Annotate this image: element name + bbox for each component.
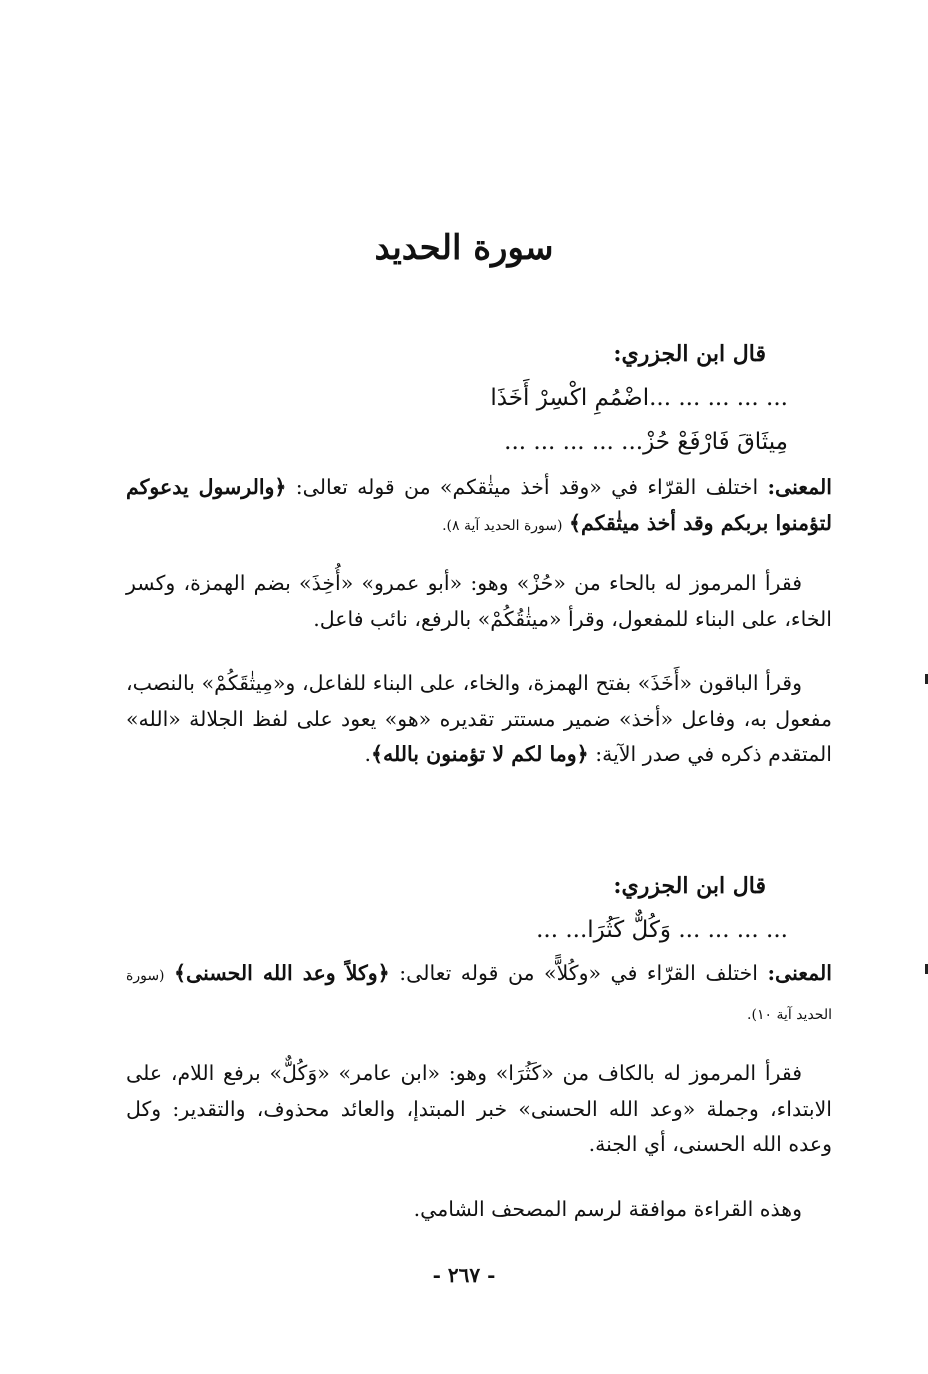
section1-paragraph2-text: وقرأ الباقون «أَخَذَ» بفتح الهمزة، والخاء، على البناء للفاعل، و«مِيثٰقَكُمْ» بالنصب، مفعول به، وفاعل «أخذ» ضمير مستتر تقديره «هو» يعود على لفظ الجلالة «الله» المتقدم ذكره في صدر الآية: <box>126 671 832 766</box>
section2-citation: (سورة الحديد آية ١٠). <box>126 968 832 1023</box>
section2-verse-line: ... ... ... ... وَكُلٌّ كَثُرَا... ... <box>536 917 788 943</box>
section1-heading: قال ابن الجزري: <box>613 341 766 367</box>
section1-verse-line1: ... ... ... ... ...اضْمُمِ اكْسِرْ أَخَذَا <box>490 385 788 411</box>
section1-paragraph2-ayah: ﴿وما لكم لا تؤمنون بالله﴾ <box>371 742 589 766</box>
section1-verse-line2: مِيثَاقَ فَارْفَعْ حُزْ... ... ... ... ... <box>504 429 788 455</box>
section2-paragraph1 <box>126 1056 832 1163</box>
section1-citation: (سورة الحديد آية ٨). <box>442 517 563 534</box>
section1-paragraph2-end: . <box>364 742 372 766</box>
section1-meaning <box>126 470 832 544</box>
section1-paragraph2 <box>126 666 832 773</box>
section2-meaning <box>126 956 832 1033</box>
page-number: - ٢٦٧ - <box>432 1263 496 1287</box>
section2-paragraph1-text: فقرأ المرموز له بالكاف من «كَثُرَا» وهو: «ابن عامر» «وَكُلٌّ» برفع اللام، على الابتداء، وجملة «وعد الله الحسنى» خبر المبتدإ، والعائد محذوف، والتقدير: وكل وعده الله الحسنى، أي الجنة. <box>126 1061 832 1156</box>
section2-meaning-text: اختلف القرّاء في «وكُلاًّ» من قوله تعالى: <box>399 961 758 985</box>
section1-meaning-label: المعنى: <box>767 475 832 499</box>
section1-paragraph1-text: فقرأ المرموز له بالحاء من «حُزْ» وهو: «أبو عمرو» «أُخِذَ» بضم الهمزة، وكسر الخاء، على البناء للمفعول، وقرأ «ميثٰقُكُمْ» بالرفع، نائب فاعل. <box>126 571 832 631</box>
section1-paragraph1 <box>126 566 832 637</box>
section2-paragraph2 <box>126 1192 832 1228</box>
section2-quran-ayah: ﴿وكلاً وعد الله الحسنى﴾ <box>174 961 390 985</box>
section2-paragraph2-text: وهذه القراءة موافقة لرسم المصحف الشامي. <box>413 1197 802 1221</box>
page-title: سورة الحديد <box>374 228 554 268</box>
section2-meaning-label: المعنى: <box>767 961 832 985</box>
section1-meaning-text: اختلف القرّاء في «وقد أخذ ميثٰقكم» من قوله تعالى: <box>295 475 759 499</box>
section2-heading: قال ابن الجزري: <box>613 873 766 899</box>
section1-quran-ayah: ﴿والرسول يدعوكم لتؤمنوا بربكم وقد أخذ ميثٰقكم﴾ <box>126 475 832 535</box>
